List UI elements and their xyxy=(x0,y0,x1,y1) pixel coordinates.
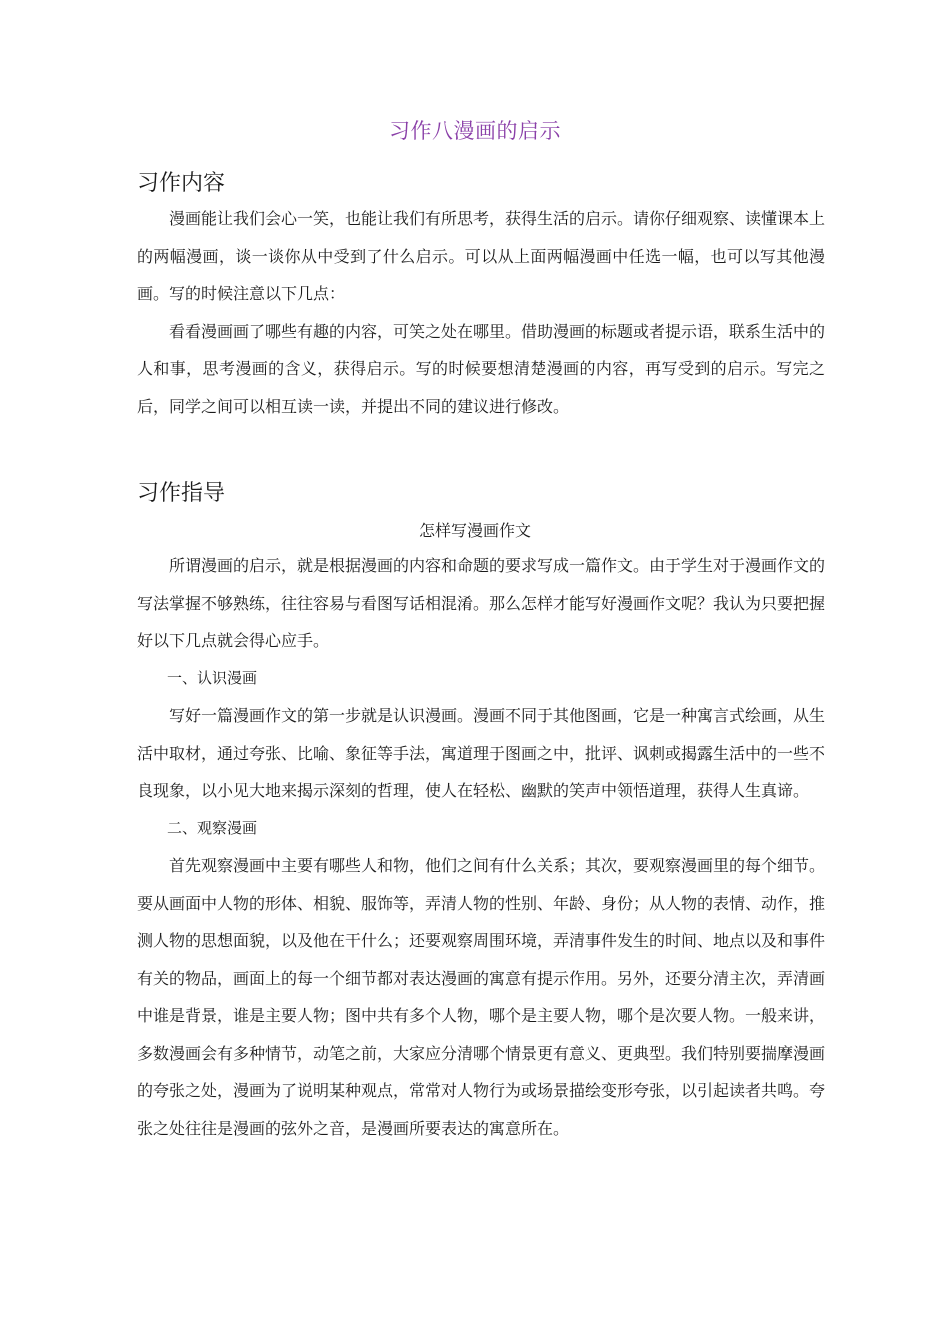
content-section xyxy=(137,200,825,425)
point2-heading: 二、观察漫画 xyxy=(167,818,258,837)
guide-subtitle: 怎样写漫画作文 xyxy=(418,521,531,540)
content-paragraph: 看看漫画画了哪些有趣的内容，可笑之处在哪里。借助漫画的标题或者提示语，联系生活中的人和事，思考漫画的含义，获得启示。写的时候要想清楚漫画的内容，再写受到的启示。写完之后，同学之间可以相互读一读，并提出不同的建议进行修改。 xyxy=(137,321,826,416)
point1-paragraph: 写好一篇漫画作文的第一步就是认识漫画。漫画不同于其他图画，它是一种寓言式绘画，从生活中取材，通过夸张、比喻、象征等手法，寓道理于图画之中，批评、讽刺或揭露生活中的一些不良现象，以小见大地来揭示深刻的哲理，使人在轻松、幽默的笑声中领悟道理，获得人生真谛。 xyxy=(137,706,826,800)
guide-section xyxy=(137,547,825,1147)
point2-paragraph: 首先观察漫画中主要有哪些人和物，他们之间有什么关系；其次，要观察漫画里的每个细节。要从画面中人物的形体、相貌、服饰等，弄清人物的性别、年龄、身份；从人物的表情、动作，推测人物的思想面貌，以及他在干什么；还要观察周围环境，弄清事件发生的时间、地点以及和事件有关的物品，画面上的每一个细节都对表达漫画的寓意有提示作用。另外，还要分清主次，弄清画中谁是背景，谁是主要人物；图中共有多个人物，哪个是主要人物，哪个是次要人物。一般来讲，多数漫画会有多种情节，动笔之前，大家应分清哪个情景更有意义、更典型。我们特别要揣摩漫画的夸张之处，漫画为了说明某种观点，常常对人物行为或场景描绘变形夸张，以引起读者共鸣。夸张之处往往是漫画的弦外之音，是漫画所要表达的寓意所在。 xyxy=(137,856,826,1138)
point1-heading: 一、认识漫画 xyxy=(167,668,258,687)
guide-intro-paragraph: 所谓漫画的启示，就是根据漫画的内容和命题的要求写成一篇作文。由于学生对于漫画作文的写法掌握不够熟练，往往容易与看图写话相混淆。那么怎样才能写好漫画作文呢？我认为只要把握好以下几点就会得心应手。 xyxy=(137,556,826,650)
section-heading-content: 习作内容 xyxy=(137,171,226,196)
document-title: 习作八漫画的启示 xyxy=(389,119,561,143)
content-paragraph: 漫画能让我们会心一笑，也能让我们有所思考，获得生活的启示。请你仔细观察、读懂课本上的两幅漫画，谈一谈你从中受到了什么启示。可以从上面两幅漫画中任选一幅，也可以写其他漫画。写的时候注意以下几点： xyxy=(137,209,826,303)
section-heading-guide: 习作指导 xyxy=(137,481,226,506)
